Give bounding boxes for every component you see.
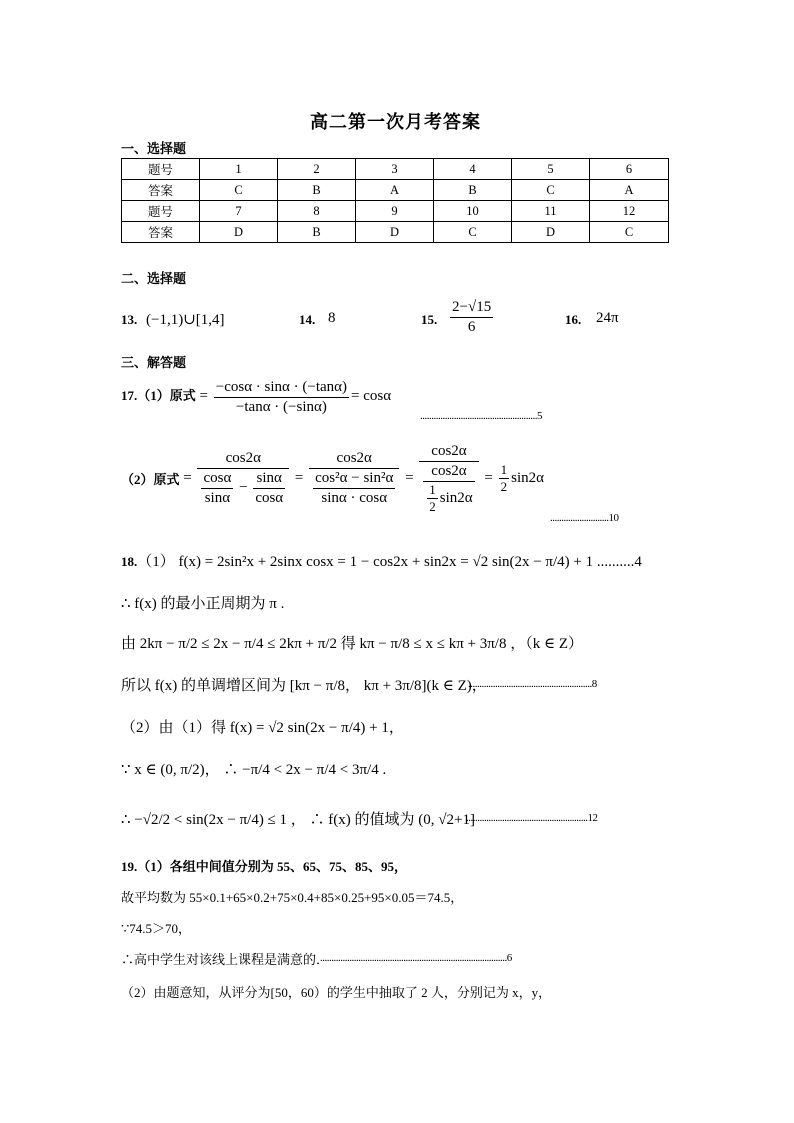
section1-heading: 一、选择题 bbox=[121, 141, 187, 156]
q18-line2: ∴ f(x) 的最小正周期为 π . bbox=[121, 596, 285, 612]
table-cell: B bbox=[278, 180, 356, 201]
q18-line5: （2）由（1）得 f(x) = √2 sin(2x − π/4) + 1， bbox=[121, 720, 404, 736]
q17-part2-score: ..........................10 bbox=[550, 512, 619, 524]
q14-number: 14. bbox=[299, 312, 316, 327]
table-cell: C bbox=[200, 180, 278, 201]
q17-part1-label: （1）原式 bbox=[137, 388, 196, 404]
q18-line1 bbox=[121, 550, 642, 571]
table-cell: 5 bbox=[512, 159, 590, 180]
table-row bbox=[122, 222, 669, 243]
table-cell: 3 bbox=[356, 159, 434, 180]
table-cell: D bbox=[356, 222, 434, 243]
table-row-label: 答案 bbox=[122, 180, 200, 201]
q18-line1-text: （1） f(x) = 2sin²x + 2sinx cosx = 1 − cos2x + sin2x = √2 sin(2x − π/4) + 1 ..........4 bbox=[137, 554, 642, 570]
q13-number: 13. bbox=[121, 312, 138, 327]
q15-answer bbox=[448, 298, 495, 337]
q19-line3: ∵74.5＞70， bbox=[121, 921, 192, 936]
table-cell: 1 bbox=[200, 159, 278, 180]
table-cell: 12 bbox=[590, 201, 669, 222]
table-cell: 11 bbox=[512, 201, 590, 222]
q16-answer: 24π bbox=[596, 310, 619, 326]
q15-denominator: 6 bbox=[467, 318, 476, 335]
q17-p2-f1b-num: sinα bbox=[253, 469, 285, 489]
q17-p2-f3-sin: sin2α bbox=[439, 489, 473, 506]
table-row bbox=[122, 201, 669, 222]
q15-numerator: 2−√15 bbox=[450, 298, 493, 318]
q16-number: 16. bbox=[565, 312, 582, 327]
q19-line1-text: （1）各组中间值分别为 55、65、75、85、95， bbox=[137, 859, 408, 874]
table-row bbox=[122, 180, 669, 201]
section2-heading: 二、选择题 bbox=[121, 271, 187, 286]
q19-line4: ∴高中学生对该线上课程是满意的． bbox=[121, 952, 330, 967]
table-cell: 2 bbox=[278, 159, 356, 180]
table-cell: 6 bbox=[590, 159, 669, 180]
q18-line4: 所以 f(x) 的单调增区间为 [kπ − π/8， kπ + 3π/8](k ∈ Z)， bbox=[121, 678, 487, 694]
answer-table bbox=[121, 158, 669, 243]
table-row-label: 答案 bbox=[122, 222, 200, 243]
q18-line3: 由 2kπ − π/2 ≤ 2x − π/4 ≤ 2kπ + π/2 得 kπ − π/8 ≤ x ≤ kπ + 3π/8 ，（k ∈ Z） bbox=[121, 636, 583, 652]
table-cell: C bbox=[434, 222, 512, 243]
q17-p2-result-half-num: 1 bbox=[499, 462, 510, 479]
q17-part2: （2）原式 = cos2α $\frac{\cos\alpha}{\sin\alpha}$ − $\frac{\sin\alpha}{\cos\alpha}$ = $\frac{\cos 2\alpha}{\frac{\text{cos²α − sin²α}}{\sin\alpha \cdot \cos\alpha}}$ = cos2α cos2α $\frac{1}{2}$ sin2α = $\frac{1}{2}$ sin2α bbox=[121, 443, 544, 514]
table-cell: D bbox=[200, 222, 278, 243]
q13-answer: (−1,1)∪[1,4] bbox=[146, 312, 225, 328]
table-cell: 9 bbox=[356, 201, 434, 222]
q17-p2-f3-numerator: cos2α bbox=[419, 442, 478, 462]
table-cell: B bbox=[278, 222, 356, 243]
q17-number: 17. bbox=[121, 388, 138, 404]
table-row-label: 题号 bbox=[122, 159, 200, 180]
page-title: 高二第一次月考答案 bbox=[310, 112, 481, 132]
q18-line7-score: ......................................................12 bbox=[466, 812, 598, 824]
q17-p2-f1a-den: sinα bbox=[204, 489, 231, 506]
table-cell: A bbox=[356, 180, 434, 201]
q19-line1 bbox=[121, 856, 407, 875]
table-cell: 4 bbox=[434, 159, 512, 180]
q17-part1-result: = cosα bbox=[351, 388, 392, 405]
table-cell: C bbox=[512, 180, 590, 201]
q17-part2-label: （2）原式 bbox=[121, 472, 180, 487]
table-cell: 7 bbox=[200, 201, 278, 222]
table-cell: D bbox=[512, 222, 590, 243]
q17-p2-f3-half-den: 2 bbox=[429, 498, 436, 514]
q18-number: 18. bbox=[121, 554, 138, 569]
q17-p2-f3-half-num: 1 bbox=[427, 482, 438, 499]
q17-p2-f3-den-top: cos2α bbox=[423, 462, 474, 482]
q18-line4-score: .......................................................8 bbox=[468, 678, 597, 690]
q17-p2-result-sin: sin2α bbox=[511, 470, 544, 486]
table-cell: C bbox=[590, 222, 669, 243]
q17-p2-f1a-num: cosα bbox=[201, 469, 233, 489]
q17-p2-f2-den-num: cos²α − sin²α bbox=[313, 469, 395, 489]
q17-p2-result-half-den: 2 bbox=[500, 479, 508, 494]
q17-part1: 17.（1）原式 = $\frac{-\cos\alpha \cdot \sin\alpha \cdot (-\tan\alpha)}{-\tan\alpha \cdot (-\sin\alpha)}$ = cosα bbox=[121, 379, 392, 415]
table-cell: B bbox=[434, 180, 512, 201]
q19-line2: 故平均数为 55×0.1+65×0.2+75×0.4+85×0.25+95×0.05＝74.5， bbox=[121, 890, 464, 905]
q18-line6: ∵ x ∈ (0, π/2)， ∴ −π/4 < 2x − π/4 < 3π/4 . bbox=[121, 762, 387, 778]
q17-p2-f1b-den: cosα bbox=[255, 489, 284, 506]
table-row bbox=[122, 159, 669, 180]
q17-part1-denominator: −tanα · (−sinα) bbox=[235, 398, 327, 415]
table-cell: 8 bbox=[278, 201, 356, 222]
q17-p2-f2-den-den: sinα · cosα bbox=[321, 489, 388, 506]
section3-heading: 三、解答题 bbox=[121, 355, 187, 370]
q17-part1-numerator: −cosα · sinα · (−tanα) bbox=[214, 378, 349, 398]
q19-line4-score: ...................................................................................6 bbox=[320, 952, 512, 964]
q15-number: 15. bbox=[421, 312, 438, 327]
q17-part1-score: ....................................................5 bbox=[420, 410, 542, 422]
q19-line5: （2）由题意知，从评分为[50，60）的学生中抽取了 2 人，分别记为 x，y， bbox=[121, 985, 552, 1000]
table-cell: 10 bbox=[434, 201, 512, 222]
q17-p2-f1-numerator: cos2α bbox=[197, 449, 289, 469]
q14-answer: 8 bbox=[328, 310, 336, 326]
q18-line7: ∴ −√2/2 < sin(2x − π/4) ≤ 1 ， ∴ f(x) 的值域为 (0, √2+1] bbox=[121, 812, 475, 828]
table-row-label: 题号 bbox=[122, 201, 200, 222]
table-cell: A bbox=[590, 180, 669, 201]
q19-number: 19. bbox=[121, 859, 138, 874]
q17-p2-f2-numerator: cos2α bbox=[309, 449, 399, 469]
